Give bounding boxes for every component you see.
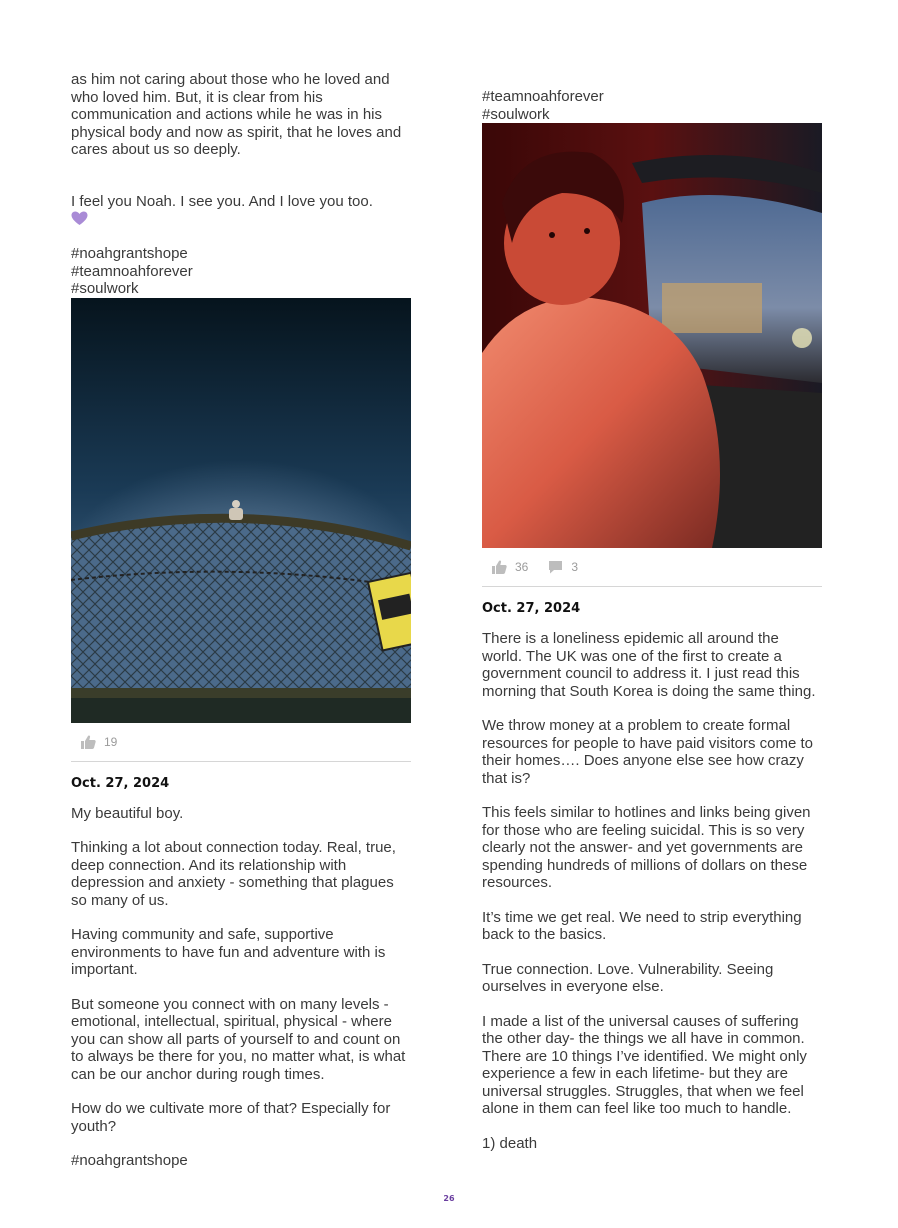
hashtag[interactable]: #noahgrantshope [71, 245, 188, 262]
thumbs-up-icon [492, 560, 507, 574]
post-paragraph: But someone you connect with on many levels - emotional, intellectual, spiritual, physical - where you can show all parts of yourself to and count on to always be there for you, no matter what, is what can be our anchor during rough times. [71, 995, 406, 1083]
like-stat[interactable] [81, 735, 117, 749]
post-paragraph: True connection. Love. Vulnerability. Seeing ourselves in everyone else. [482, 960, 774, 995]
list-item: 1) death [482, 1134, 538, 1152]
post-paragraph: I made a list of the universal causes of suffering the other day- the things we all have in common. There are 10 things I’ve identified. We might only experience a few in each lifetime- but they are universal struggles. Struggles, that when we feel alone in them can feel like too much to handle. [482, 1012, 807, 1117]
like-count: 19 [104, 734, 118, 749]
right-column [482, 88, 822, 1152]
hashtag[interactable]: #soulwork [482, 105, 550, 123]
post-paragraph: Having community and safe, supportive environments to have fun and adventure with is important. [71, 926, 386, 978]
thumbs-up-icon [81, 735, 96, 749]
post-paragraph: My beautiful boy. [71, 804, 184, 822]
post-date: Oct. 27, 2024 [71, 775, 170, 791]
post-paragraph: Thinking a lot about connection today. Real, true, deep connection. And its relationship with depression and anxiety - something that plagues so many of us. [71, 839, 396, 909]
car-portrait-photo [482, 123, 822, 548]
hashtag-list [71, 245, 411, 298]
post-stats [71, 723, 411, 762]
fence-photo [71, 298, 411, 723]
purple-heart-icon [71, 211, 88, 226]
hashtag[interactable]: #teamnoahforever [71, 262, 193, 280]
comment-count: 3 [571, 560, 579, 574]
post-paragraph: How do we cultivate more of that? Especially for youth? [71, 1100, 391, 1135]
comment-stat[interactable] [548, 560, 578, 574]
hashtag[interactable]: #soulwork [71, 280, 139, 297]
post-paragraph: We throw money at a problem to create formal resources for people to have paid visitors come to their homes…. Does anyone else see how crazy that is? [482, 717, 814, 787]
page-number: 26 [443, 1194, 455, 1203]
post-paragraph: This feels similar to hotlines and links being given for those who are feeling suicidal. This is so very clearly not the answer- and yet governments are spending hundreds of millions of dollars on these resources. [482, 804, 811, 891]
love-line-text: I feel you Noah. I see you. And I love you too. [71, 193, 373, 210]
post-paragraph: It’s time we get real. We need to strip everything back to the basics. [482, 908, 802, 943]
post-paragraph: There is a loneliness epidemic all around the world. The UK was one of the first to create a government council to address it. I just read this morning that South Korea is doing the same thing. [482, 630, 816, 700]
love-line [71, 176, 411, 229]
hashtag-list [482, 88, 822, 123]
post-stats [482, 548, 822, 587]
comment-bubble-icon [548, 560, 563, 574]
left-column [71, 71, 411, 1170]
post-date: Oct. 27, 2024 [482, 601, 581, 616]
hashtag[interactable]: #teamnoahforever [482, 88, 604, 105]
hashtag[interactable]: #noahgrantshope [71, 1152, 188, 1169]
intro-paragraph: as him not caring about those who he loved and who loved him. But, it is clear from his communication and actions while he was in his physical body and now as spirit, that he loves and cares about us so deeply. [71, 71, 402, 158]
like-stat[interactable] [492, 560, 528, 574]
like-count: 36 [515, 560, 529, 574]
